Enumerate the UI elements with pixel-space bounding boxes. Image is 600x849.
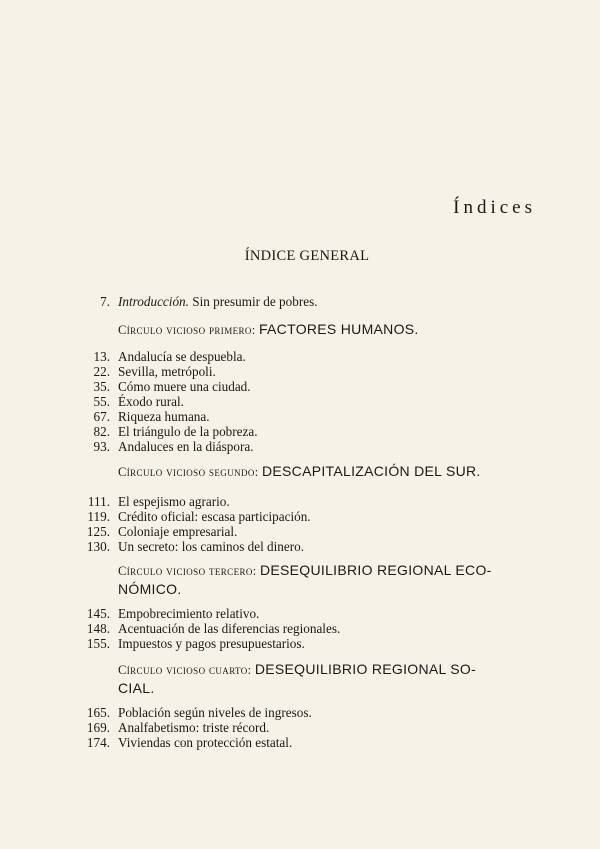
page-number: 145. (86, 606, 110, 621)
entry-title: Andalucía se despuebla. (118, 349, 246, 364)
toc-entry (80, 349, 540, 364)
toc-entry (80, 424, 540, 439)
toc-entry (80, 539, 540, 554)
toc-entry (80, 705, 540, 720)
page-number: 155. (86, 636, 110, 651)
page-number: 13. (93, 349, 110, 364)
page-number: 174. (86, 735, 110, 750)
toc-entry (80, 494, 540, 509)
page-number: 148. (86, 621, 110, 636)
circle-label: Círculo vicioso primero: (118, 323, 256, 337)
entry-title: El espejismo agrario. (118, 494, 230, 509)
page-number: 7. (100, 294, 110, 309)
entry-title: Cómo muere una ciudad. (118, 379, 251, 394)
page-number: 35. (93, 379, 110, 394)
entry-title: Analfabetismo: triste récord. (118, 720, 270, 735)
entry-title: Viviendas con protección estatal. (118, 735, 293, 750)
page-number: 165. (86, 705, 110, 720)
page-number: 93. (93, 439, 110, 454)
page-number: 169. (86, 720, 110, 735)
entry-title: Sevilla, metrópoli. (118, 364, 216, 379)
circle-theme: DESCAPITALIZACIÓN DEL SUR. (261, 463, 481, 479)
intro-text: Sin presumir de pobres. (188, 294, 318, 309)
toc-entry (80, 509, 540, 524)
toc-entry (80, 439, 540, 454)
page-number: 125. (86, 524, 110, 539)
circle-theme: DESEQUILIBRIO REGIONAL ECO- (259, 562, 492, 578)
circle-theme-continued: NÓMICO. (118, 581, 182, 597)
toc-entry (80, 735, 540, 750)
circle-theme: FACTORES HUMANOS. (258, 321, 419, 337)
page-number: 67. (93, 409, 110, 424)
entry-title: Población según niveles de ingresos. (118, 705, 312, 720)
circle-label: Círculo vicioso segundo: (118, 465, 259, 479)
toc-entry (80, 524, 540, 539)
intro-entry (80, 294, 540, 309)
circle-heading-4 (118, 660, 536, 698)
circle-label: Círculo vicioso cuarto: (118, 663, 252, 677)
circle-heading-3 (118, 561, 536, 599)
entry-title: Éxodo rural. (118, 394, 184, 409)
circle-theme-continued: CIAL. (118, 680, 155, 696)
circle-label: Círculo vicioso tercero: (118, 564, 257, 578)
toc-entry (80, 720, 540, 735)
page-number: 82. (93, 424, 110, 439)
page-number: 22. (93, 364, 110, 379)
entry-title: Impuestos y pagos presupuestarios. (118, 636, 305, 651)
toc-entry (80, 394, 540, 409)
page-number: 111. (87, 494, 110, 509)
page-number: 119. (87, 509, 110, 524)
toc-entry (80, 379, 540, 394)
entry-title: Acentuación de las diferencias regionales. (118, 621, 341, 636)
toc-entry (80, 636, 540, 651)
page-title: ÍNDICE GENERAL (244, 248, 370, 264)
page-number: 55. (93, 394, 110, 409)
circle-heading-2 (118, 462, 536, 481)
circle-theme: DESEQUILIBRIO REGIONAL SO- (254, 661, 477, 677)
toc-entry (80, 364, 540, 379)
entry-title: Andaluces en la diáspora. (118, 439, 254, 454)
intro-label: Introducción. (118, 294, 189, 309)
entry-title: Coloniaje empresarial. (118, 524, 238, 539)
entry-title: Riqueza humana. (118, 409, 210, 424)
circle-heading-1 (118, 320, 536, 339)
entry-title: Crédito oficial: escasa participación. (118, 509, 311, 524)
section-title: Índices (453, 197, 536, 218)
entry-title: Un secreto: los caminos del dinero. (118, 539, 305, 554)
toc-entry (80, 409, 540, 424)
entry-title: Empobrecimiento relativo. (118, 606, 260, 621)
entry-title: El triángulo de la pobreza. (118, 424, 258, 439)
toc-entry (80, 606, 540, 621)
toc-entry (80, 621, 540, 636)
page-number: 130. (86, 539, 110, 554)
